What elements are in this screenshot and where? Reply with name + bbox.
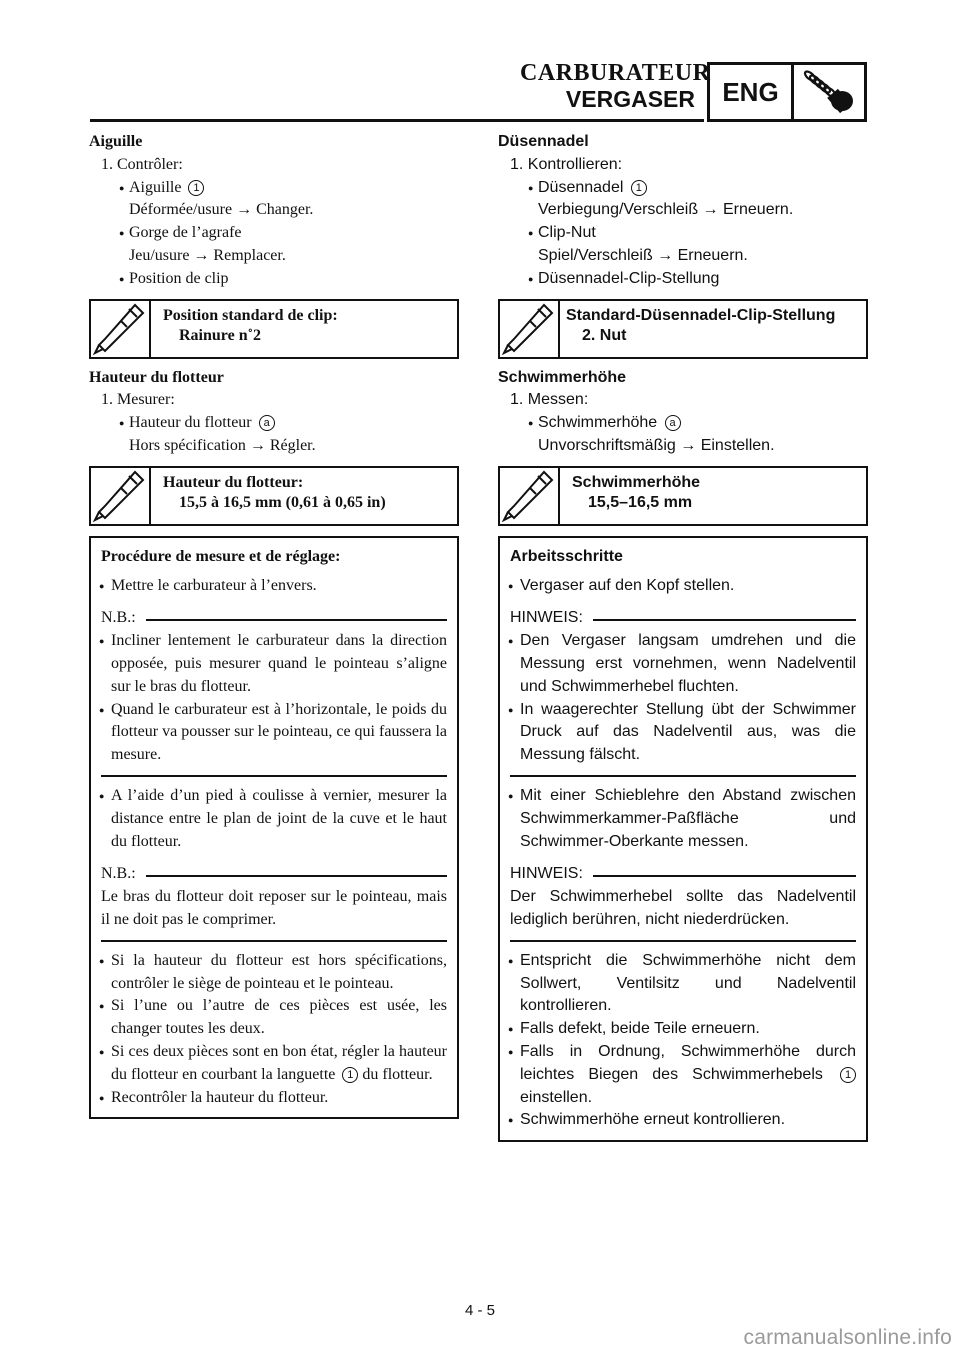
- note-end-rule: [510, 775, 856, 777]
- note-label: HINWEIS:: [510, 865, 583, 883]
- header-title-french: CARBURATEUR: [520, 60, 711, 86]
- spec-value: Rainure n˚2: [179, 326, 261, 344]
- procedure-step: ● Schwimmerhöhe erneut kontrollieren.: [510, 1109, 856, 1132]
- spec-value: 2. Nut: [582, 326, 627, 344]
- procedure-step: ● Mit einer Schieblehre den Abstand zwischen Schwimmerkammer-Paßfläche und Schwimmer-Oberkante messen.: [510, 785, 856, 853]
- list-item-detail: Unvorschriftsmäßig → Einstellen.: [538, 436, 775, 454]
- procedure-box: [89, 536, 459, 1120]
- list-item-label: Schwimmerhöhe: [538, 414, 658, 432]
- step-check: 1. Contrôler:: [101, 155, 183, 173]
- spec-box-clip: [498, 299, 868, 359]
- header-title-german: VERGASER: [565, 86, 695, 112]
- list-item: ● Düsennadel-Clip-Stellung: [498, 268, 868, 291]
- note-header: [510, 607, 856, 630]
- caliper-icon: [500, 468, 560, 524]
- procedure-step: ● Recontrôler la hauteur du flotteur.: [101, 1087, 447, 1110]
- note-item: ● Den Vergaser langsam umdrehen und die Messung erst vornehmen, wenn Nadelventil und Schwimmerhebel fluchten.: [510, 630, 856, 698]
- note-item: ● Quand le carburateur est à l’horizontale, le poids du flotteur va pousser sur le pointeau, ce qui faussera la mesure.: [101, 699, 447, 767]
- procedure-step: ● Si l’une ou l’autre de ces pièces est usée, les changer toutes les deux.: [101, 995, 447, 1041]
- callout-number: 1: [840, 1067, 856, 1083]
- caliper-icon: [91, 468, 151, 524]
- spec-box-float-height: [498, 466, 868, 526]
- procedure-title: Arbeitsschritte: [510, 547, 623, 565]
- procedure-step: ● Vergaser auf den Kopf stellen.: [510, 575, 856, 598]
- note-header: [101, 863, 447, 886]
- list-item: [89, 177, 459, 200]
- spec-box-float-height: [89, 466, 459, 526]
- list-item-detail: Hors spécification → Régler.: [129, 436, 316, 454]
- procedure-step-text: Falls in Ordnung, Schwimmerhöhe durch leichtes Biegen des Schwimmerhebels: [520, 1042, 856, 1083]
- section-title-float-height: Schwimmerhöhe: [498, 368, 627, 386]
- step-check: 1. Kontrollieren:: [510, 155, 623, 173]
- section-title-needle: Aiguille: [89, 133, 143, 150]
- spec-value: 15,5–16,5 mm: [588, 493, 693, 511]
- caliper-icon: [500, 301, 560, 357]
- spec-box-clip: [89, 299, 459, 359]
- note-text: Le bras du flotteur doit reposer sur le pointeau, mais il ne doit pas le comprimer.: [101, 888, 447, 928]
- list-item: ● Gorge de l’agrafe: [89, 222, 459, 245]
- procedure-step-text: Si ces deux pièces sont en bon état, régler la hauteur du flotteur en courbant la languette: [111, 1042, 447, 1083]
- header-rule: [90, 119, 704, 122]
- procedure-step-tail: einstellen.: [520, 1088, 593, 1106]
- note-header: [510, 863, 856, 886]
- procedure-step: ● Falls defekt, beide Teile erneuern.: [510, 1018, 856, 1041]
- list-item-label: Hauteur du flotteur: [129, 414, 252, 432]
- list-item-label: Aiguille: [129, 178, 182, 196]
- spec-label: Position standard de clip:: [163, 306, 338, 324]
- engine-icon: [794, 65, 864, 119]
- spec-label: Standard-Düsennadel-Clip-Stellung: [566, 306, 836, 324]
- section-title-needle: Düsennadel: [498, 133, 589, 150]
- german-column: [498, 131, 868, 1142]
- procedure-step: [101, 1041, 447, 1087]
- list-item-detail: Déformée/usure → Changer.: [129, 201, 314, 219]
- spec-value: 15,5 à 16,5 mm (0,61 à 0,65 in): [179, 493, 386, 511]
- callout-number: 1: [188, 180, 204, 196]
- step-measure: 1. Mesurer:: [101, 391, 175, 409]
- caliper-icon: [91, 301, 151, 357]
- spec-label: Schwimmerhöhe: [572, 473, 701, 491]
- list-item: [498, 177, 868, 200]
- callout-letter: a: [259, 415, 275, 431]
- note-header: [101, 607, 447, 630]
- procedure-box: [498, 536, 868, 1142]
- list-item-detail: Spiel/Verschleiß → Erneuern.: [538, 246, 748, 264]
- procedure-step: ● Mettre le carburateur à l’envers.: [101, 575, 447, 598]
- note-end-rule: [510, 940, 856, 942]
- note-label: HINWEIS:: [510, 609, 583, 627]
- list-item: ● Position de clip: [89, 268, 459, 291]
- page-number: 4 - 5: [464, 1302, 495, 1319]
- step-measure: 1. Messen:: [510, 391, 589, 409]
- callout-letter: a: [665, 415, 681, 431]
- note-end-rule: [101, 775, 447, 777]
- note-label: N.B.:: [101, 609, 136, 627]
- spec-label: Hauteur du flotteur:: [163, 473, 304, 491]
- section-badge-label: ENG: [710, 65, 794, 119]
- list-item: [498, 412, 868, 435]
- procedure-step: ● A l’aide d’un pied à coulisse à vernier, mesurer la distance entre le plan de joint de la cuve et le haut du flotteur.: [101, 785, 447, 853]
- procedure-title: Procédure de mesure et de réglage:: [101, 547, 341, 565]
- list-item-detail: Verbiegung/Verschleiß → Erneuern.: [538, 201, 794, 219]
- section-badge: [707, 62, 867, 122]
- callout-number: 1: [631, 180, 647, 196]
- french-column: [89, 131, 459, 1119]
- list-item-label: Düsennadel: [538, 178, 624, 196]
- list-item: ● Clip-Nut: [498, 222, 868, 245]
- note-text: Der Schwimmerhebel sollte das Nadelventil lediglich berühren, nicht niederdrücken.: [510, 888, 856, 928]
- callout-number: 1: [342, 1067, 358, 1083]
- section-title-float-height: Hauteur du flotteur: [89, 368, 224, 386]
- list-item: [89, 412, 459, 435]
- watermark: carmanualsonline.info: [743, 1326, 952, 1349]
- list-item-detail: Jeu/usure → Remplacer.: [129, 246, 286, 264]
- procedure-step: ● Entspricht die Schwimmerhöhe nicht dem Sollwert, Ventilsitz und Nadelventil kontrollieren.: [510, 950, 856, 1018]
- procedure-step: [510, 1041, 856, 1109]
- note-item: ● In waagerechter Stellung übt der Schwimmer Druck auf das Nadelventil aus, was die Messung fälscht.: [510, 699, 856, 767]
- note-item: ● Incliner lentement le carburateur dans la direction opposée, puis mesurer quand le pointeau s’aligne sur le bras du flotteur.: [101, 630, 447, 698]
- procedure-step: ● Si la hauteur du flotteur est hors spécifications, contrôler le siège de pointeau et le pointeau.: [101, 950, 447, 996]
- procedure-step-tail: du flotteur.: [362, 1065, 433, 1083]
- note-label: N.B.:: [101, 865, 136, 883]
- note-end-rule: [101, 940, 447, 942]
